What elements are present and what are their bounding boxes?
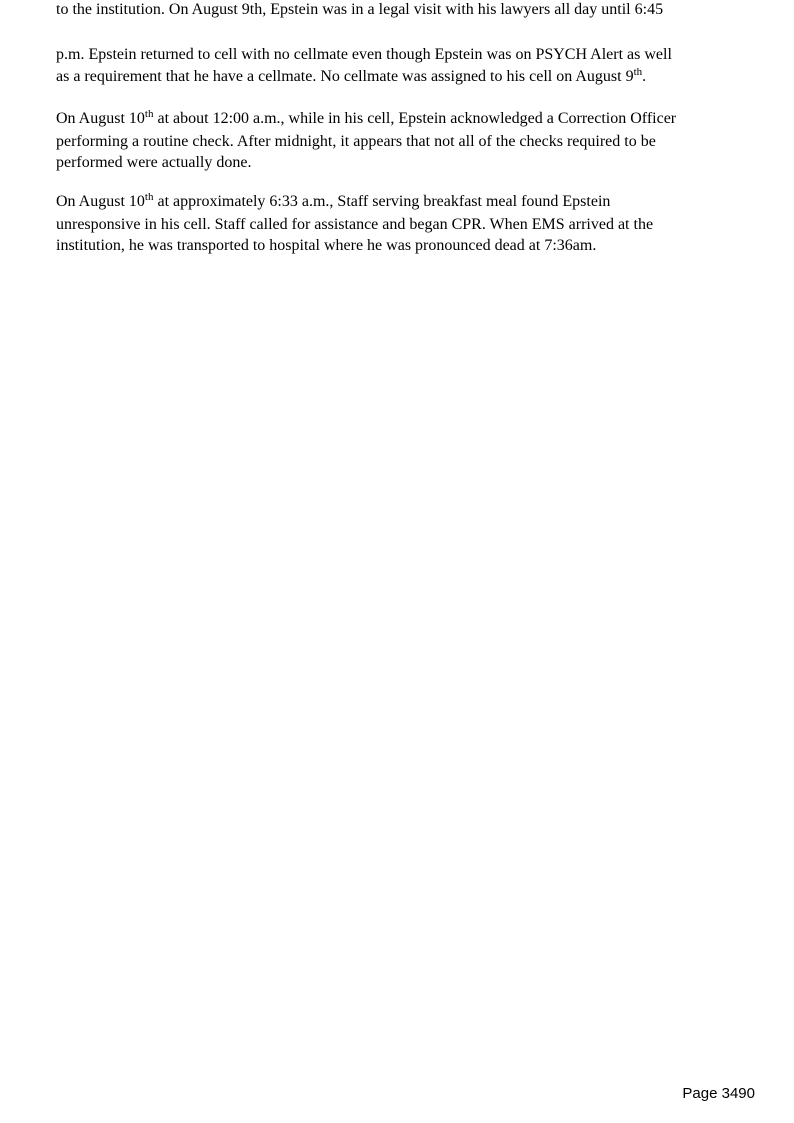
page-number: Page 3490 [682,1085,755,1102]
line-text: institution, he was transported to hospital where he was pronounced dead at 7:36am. [56,237,597,254]
paragraph-3 [56,190,756,256]
line-text-after: . [642,68,647,85]
line-text: performing a routine check. After midnight, it appears that not all of the checks required to be [56,133,656,150]
line-text: as a requirement that he have a cellmate. No cellmate was assigned to his cell on August 9 [56,68,634,85]
cut-off-text-line [56,1,756,20]
paragraph-line [56,214,756,235]
paragraph-line [56,44,756,65]
paragraph-line [56,190,756,214]
line-text: On August 10 [56,110,145,127]
line-text: On August 10 [56,193,145,210]
cut-off-text: to the institution. On August 9th, Epstein was in a legal visit with his lawyers all day until 6:45 [56,1,664,18]
ordinal-suffix: th [144,108,154,120]
line-text: unresponsive in his cell. Staff called for assistance and began CPR. When EMS arrived at the [56,216,654,233]
paragraph-1 [56,44,756,89]
paragraph-line [56,152,756,173]
line-text-after: at approximately 6:33 a.m., Staff serving breakfast meal found Epstein [153,193,611,210]
paragraph-line [56,65,756,89]
line-text: performed were actually done. [56,154,252,171]
line-text: p.m. Epstein returned to cell with no cellmate even though Epstein was on PSYCH Alert as well [56,46,672,63]
ordinal-suffix: th [144,191,154,203]
paragraph-line [56,107,756,131]
ordinal-suffix: th [633,66,643,78]
paragraph-2 [56,107,756,173]
paragraph-line [56,235,756,256]
line-text-after: at about 12:00 a.m., while in his cell, Epstein acknowledged a Correction Officer [153,110,677,127]
paragraph-line [56,131,756,152]
